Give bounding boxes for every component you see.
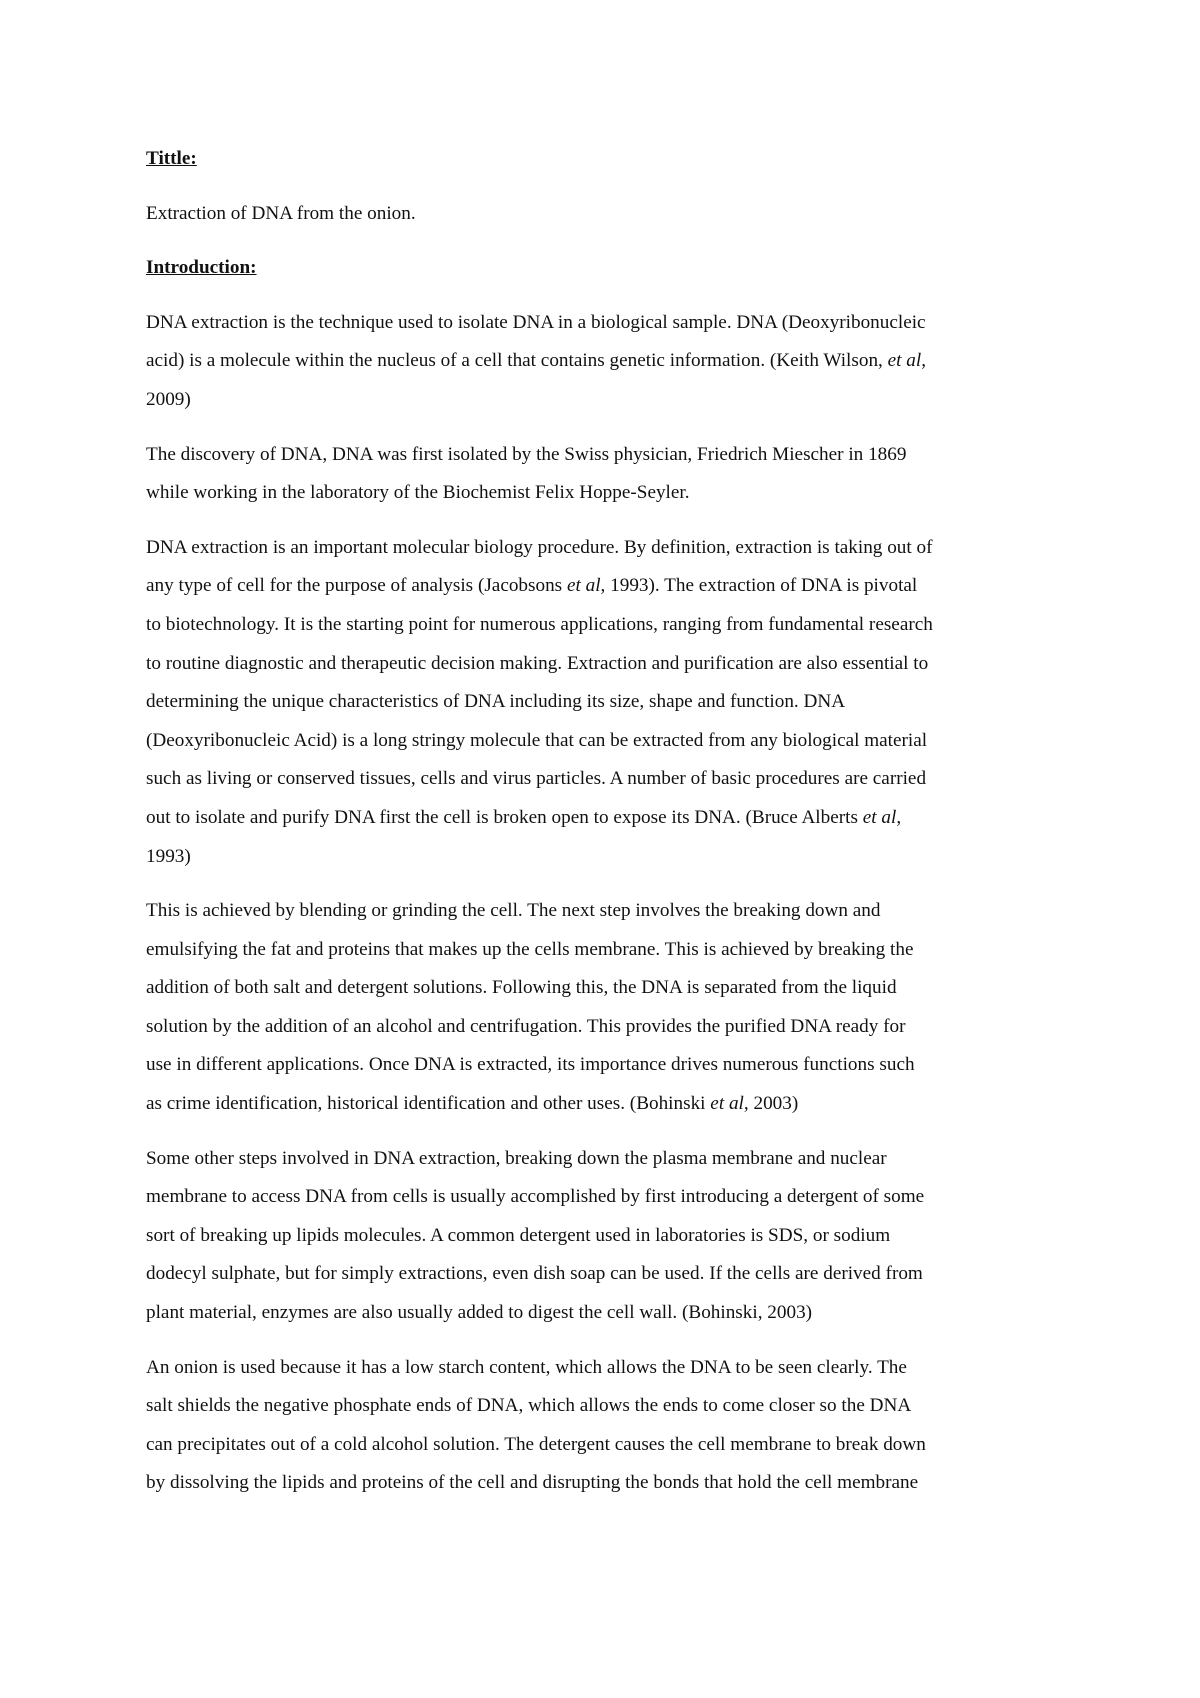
paragraph-line: while working in the laboratory of the Biochemist Felix Hoppe-Seyler. bbox=[146, 482, 690, 504]
paragraph-line: to routine diagnostic and therapeutic decision making. Extraction and purification are also essential to bbox=[146, 652, 929, 674]
paragraph-line: membrane to access DNA from cells is usually accomplished by first introducing a detergent of some bbox=[146, 1186, 925, 1208]
title-text: Extraction of DNA from the onion. bbox=[146, 202, 416, 224]
paragraph-line: can precipitates out of a cold alcohol solution. The detergent causes the cell membrane to break down bbox=[146, 1433, 926, 1455]
paragraph-line: An onion is used because it has a low starch content, which allows the DNA to be seen clearly. The bbox=[146, 1356, 907, 1378]
paragraph-5 bbox=[146, 1140, 1066, 1333]
paragraph-line: as crime identification, historical identification and other uses. (Bohinski et al, 2003) bbox=[146, 1093, 799, 1115]
paragraph-line: use in different applications. Once DNA is extracted, its importance drives numerous functions such bbox=[146, 1054, 915, 1076]
paragraph-line: out to isolate and purify DNA first the cell is broken open to expose its DNA. (Bruce Alberts et al, bbox=[146, 806, 902, 828]
paragraph-1 bbox=[146, 304, 1066, 420]
paragraph-line: (Deoxyribonucleic Acid) is a long stringy molecule that can be extracted from any biological material bbox=[146, 729, 928, 751]
citation-et-al: et al bbox=[887, 350, 922, 372]
citation-et-al: et al bbox=[710, 1093, 744, 1115]
title-heading: Tittle: bbox=[146, 148, 197, 169]
paragraph-line: dodecyl sulphate, but for simply extractions, even dish soap can be used. If the cells are derived from bbox=[146, 1263, 923, 1285]
paragraph-line: such as living or conserved tissues, cells and virus particles. A number of basic procedures are carried bbox=[146, 768, 927, 790]
citation-et-al: et al bbox=[862, 806, 897, 828]
paragraph-line: The discovery of DNA, DNA was first isolated by the Swiss physician, Friedrich Miescher in 1869 bbox=[146, 443, 907, 465]
document-body bbox=[146, 140, 1066, 1519]
paragraph-line: DNA extraction is an important molecular biology procedure. By definition, extraction is taking out of bbox=[146, 536, 933, 558]
paragraph-line: acid) is a molecule within the nucleus of a cell that contains genetic information. (Keith Wilson, et al, bbox=[146, 350, 927, 372]
paragraph-2 bbox=[146, 436, 1066, 513]
paragraph-line: by dissolving the lipids and proteins of the cell and disrupting the bonds that hold the cell membrane bbox=[146, 1472, 919, 1494]
paragraph-line: DNA extraction is the technique used to isolate DNA in a biological sample. DNA (Deoxyribonucleic bbox=[146, 311, 926, 333]
paragraph-line: sort of breaking up lipids molecules. A common detergent used in laboratories is SDS, or sodium bbox=[146, 1224, 891, 1246]
paragraph-line: addition of both salt and detergent solutions. Following this, the DNA is separated from the liquid bbox=[146, 977, 897, 999]
paragraph-line: salt shields the negative phosphate ends of DNA, which allows the ends to come closer so the DNA bbox=[146, 1395, 912, 1417]
paragraph-line: emulsifying the fat and proteins that makes up the cells membrane. This is achieved by breaking the bbox=[146, 938, 914, 960]
paragraph-line: 2009) bbox=[146, 388, 191, 410]
paragraph-6 bbox=[146, 1349, 1066, 1503]
paragraph-line: solution by the addition of an alcohol and centrifugation. This provides the purified DNA ready for bbox=[146, 1015, 906, 1037]
paragraph-line: any type of cell for the purpose of analysis (Jacobsons et al, 1993). The extraction of DNA is pivotal bbox=[146, 575, 918, 597]
citation-et-al: et al bbox=[566, 575, 601, 597]
introduction-heading: Introduction: bbox=[146, 257, 257, 279]
paragraph-line: This is achieved by blending or grinding the cell. The next step involves the breaking down and bbox=[146, 900, 881, 922]
paragraph-4 bbox=[146, 892, 1066, 1124]
paragraph-line: 1993) bbox=[146, 845, 191, 867]
paragraph-3 bbox=[146, 529, 1066, 876]
paragraph-line: determining the unique characteristics of DNA including its size, shape and function. DNA bbox=[146, 691, 846, 713]
paragraph-line: to biotechnology. It is the starting point for numerous applications, ranging from fundamental research bbox=[146, 613, 933, 635]
paragraph-line: Some other steps involved in DNA extraction, breaking down the plasma membrane and nuclear bbox=[146, 1147, 887, 1169]
paragraph-line: plant material, enzymes are also usually added to digest the cell wall. (Bohinski, 2003) bbox=[146, 1302, 813, 1324]
